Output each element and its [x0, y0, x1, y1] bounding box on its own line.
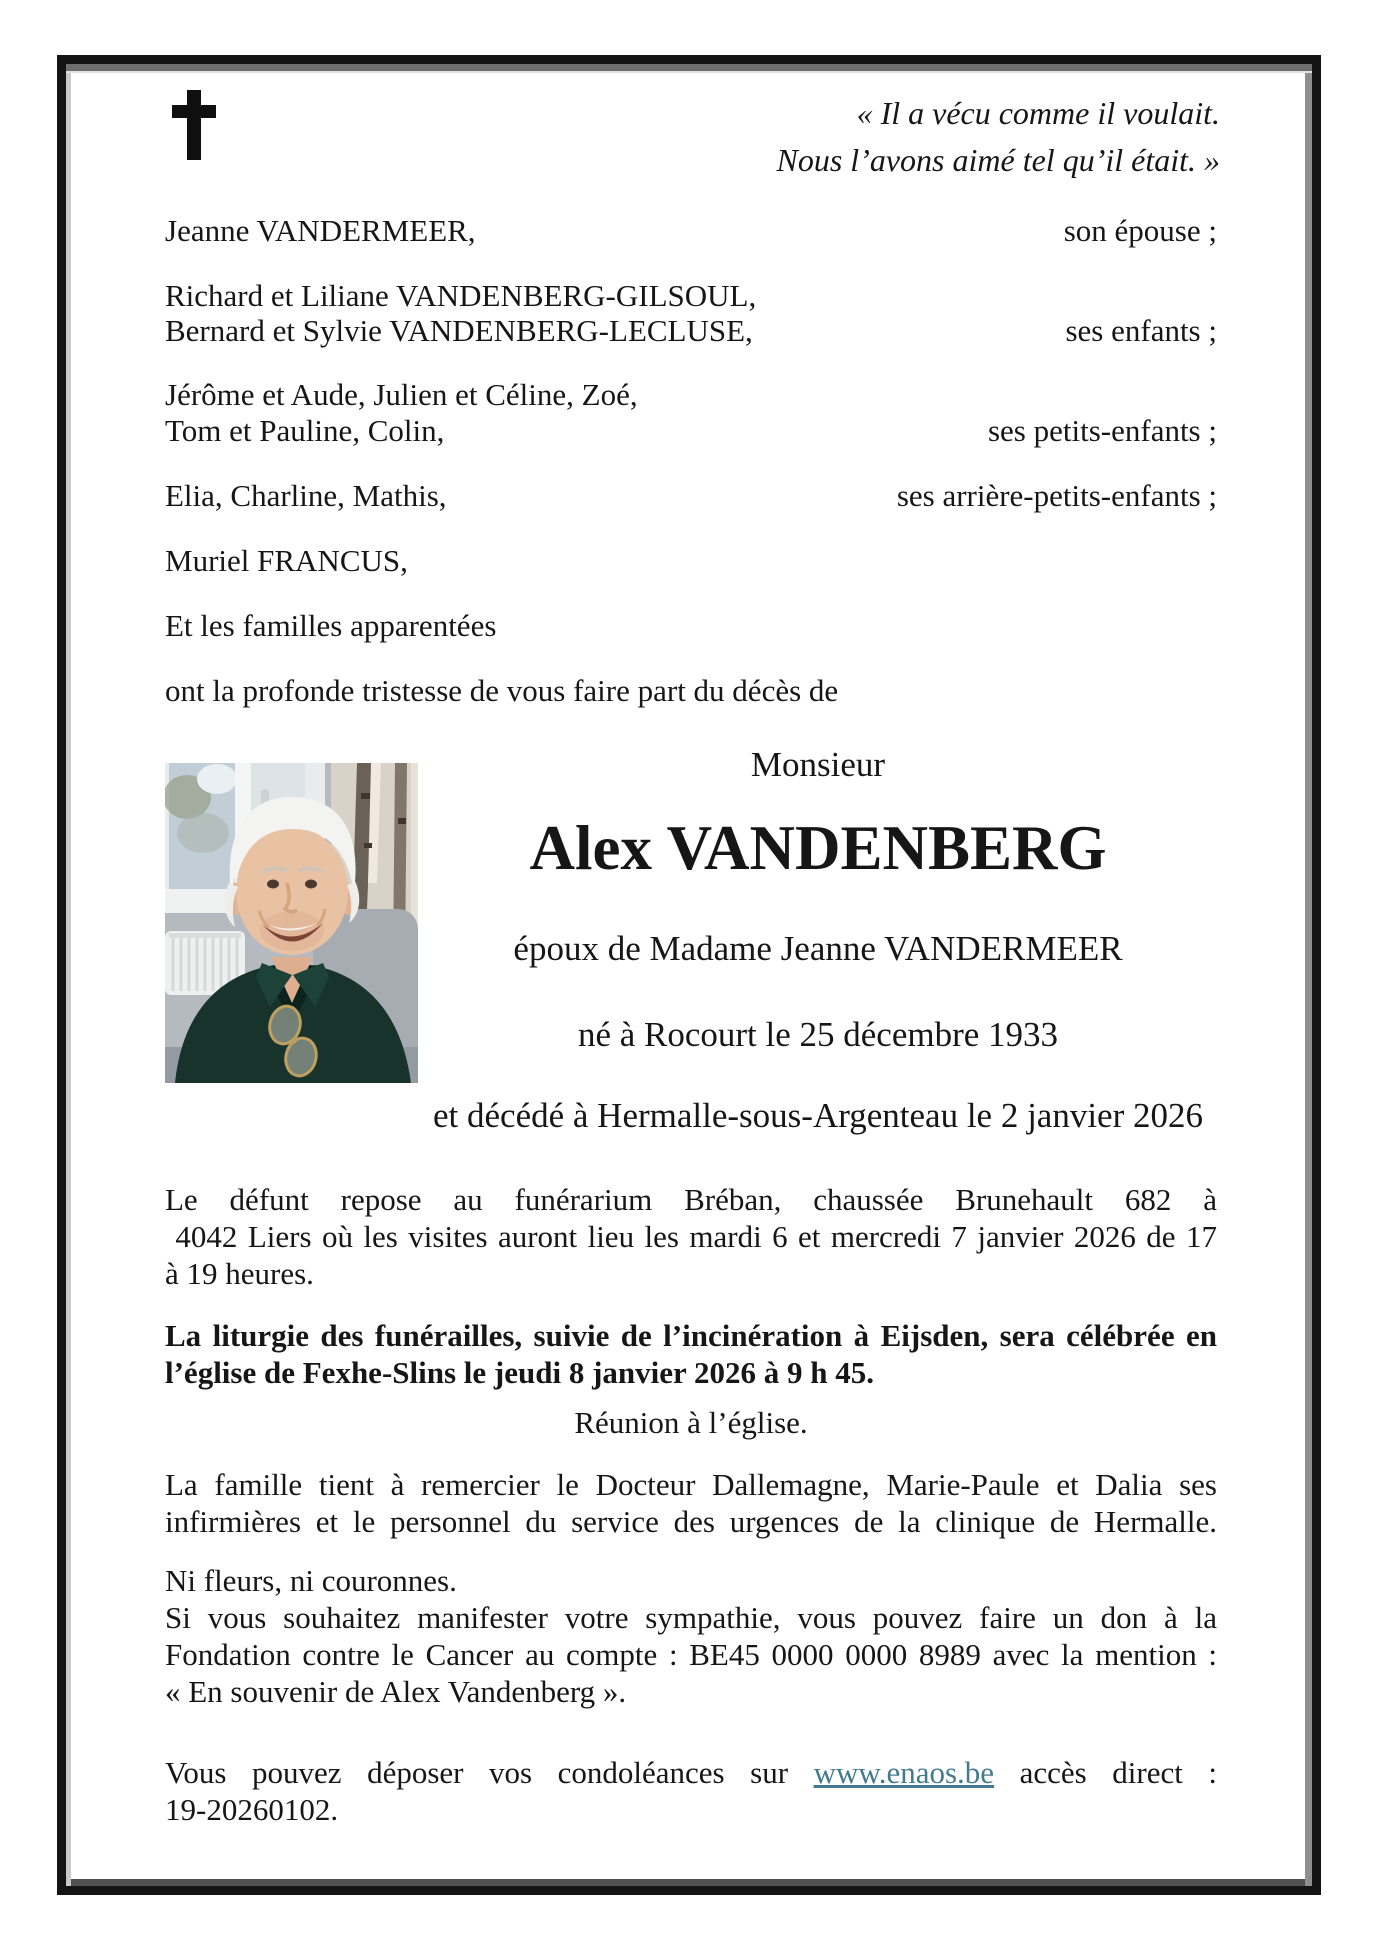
- relation-label: son épouse ;: [1063, 213, 1217, 248]
- announcement-line: ont la profonde tristesse de vous faire part du décès de: [165, 673, 839, 708]
- portrait-photo: [165, 763, 418, 1083]
- relation-label: ses enfants ;: [1065, 313, 1217, 348]
- mourner-name: Jérôme et Aude, Julien et Céline, Zoé,: [165, 377, 638, 412]
- epitaph-line-2: Nous l’avons aimé tel qu’il était. »: [776, 142, 1220, 178]
- mourner-name: Tom et Pauline, Colin,: [165, 413, 445, 448]
- deceased-title: Monsieur: [750, 745, 886, 784]
- flowers-line: Ni fleurs, ni couronnes.: [165, 1563, 457, 1598]
- paragraph-line: La famille tient à remercier le Docteur Dallemagne, Marie-Paule et Dalia ses: [165, 1467, 1217, 1502]
- condolences-line: [165, 1754, 1217, 1791]
- funeral-home-paragraph: [165, 1181, 1217, 1292]
- mourner-name: Jeanne VANDERMEER,: [165, 213, 476, 248]
- spouse-line: époux de Madame Jeanne VANDERMEER: [513, 929, 1123, 968]
- paragraph-line: à 19 heures.: [165, 1256, 314, 1291]
- paragraph-line: 4042 Liers où les visites auront lieu les mardi 6 et mercredi 7 janvier 2026 de 17: [165, 1219, 1217, 1254]
- paragraph-line: Le défunt repose au funérarium Bréban, chaussée Brunehault 682 à: [165, 1182, 1217, 1217]
- thanks-paragraph: [165, 1466, 1217, 1540]
- death-row: [418, 1095, 1218, 1137]
- spouse-row: [418, 928, 1218, 970]
- cross-icon: [172, 90, 216, 160]
- birth-line: né à Rocourt le 25 décembre 1933: [577, 1015, 1059, 1054]
- enaos-link[interactable]: www.enaos.be: [813, 1755, 995, 1790]
- epitaph-quote: [777, 90, 1221, 184]
- paragraph-line: Fondation contre le Cancer au compte : BE45 0000 0000 8989 avec la mention :: [165, 1637, 1217, 1672]
- mourner-name: Elia, Charline, Mathis,: [165, 478, 447, 513]
- deceased-name-row: [418, 812, 1218, 884]
- donation-paragraph: [165, 1599, 1217, 1710]
- paragraph-line: Si vous souhaitez manifester votre sympathie, vous pouvez faire un don à la: [165, 1600, 1217, 1635]
- mourner-name: Bernard et Sylvie VANDENBERG-LECLUSE,: [165, 313, 753, 348]
- liturgy-paragraph: [165, 1317, 1217, 1391]
- reunion-line: Réunion à l’église.: [574, 1405, 808, 1440]
- paragraph-line: infirmières et le personnel du service des urgences de la clinique de Hermalle.: [165, 1504, 1217, 1539]
- paragraph-line: l’église de Fexhe-Slins le jeudi 8 janvier 2026 à 9 h 45.: [165, 1355, 874, 1390]
- relation-label: ses arrière-petits-enfants ;: [896, 478, 1217, 513]
- related-families-line: Et les familles apparentées: [165, 608, 497, 643]
- deceased-title-row: [418, 744, 1218, 786]
- condolences-suffix: accès direct :: [1019, 1755, 1217, 1790]
- reference-number: 19-20260102.: [165, 1792, 339, 1827]
- condolences-prefix: Vous pouvez déposer vos condoléances sur: [165, 1755, 789, 1790]
- paragraph-line: « En souvenir de Alex Vandenberg ».: [165, 1674, 627, 1709]
- birth-row: [418, 1014, 1218, 1056]
- mourner-name: Richard et Liliane VANDENBERG-GILSOUL,: [165, 278, 757, 313]
- relation-label: ses petits-enfants ;: [987, 413, 1217, 448]
- paragraph-line: La liturgie des funérailles, suivie de l’incinération à Eijsden, sera célébrée en: [165, 1318, 1217, 1353]
- mourner-name: Muriel FRANCUS,: [165, 543, 408, 578]
- death-line: et décédé à Hermalle-sous-Argenteau le 2 janvier 2026: [433, 1096, 1203, 1135]
- deceased-name: Alex VANDENBERG: [529, 813, 1107, 883]
- epitaph-line-1: « Il a vécu comme il voulait.: [856, 95, 1220, 131]
- condolences-paragraph: [165, 1754, 1217, 1828]
